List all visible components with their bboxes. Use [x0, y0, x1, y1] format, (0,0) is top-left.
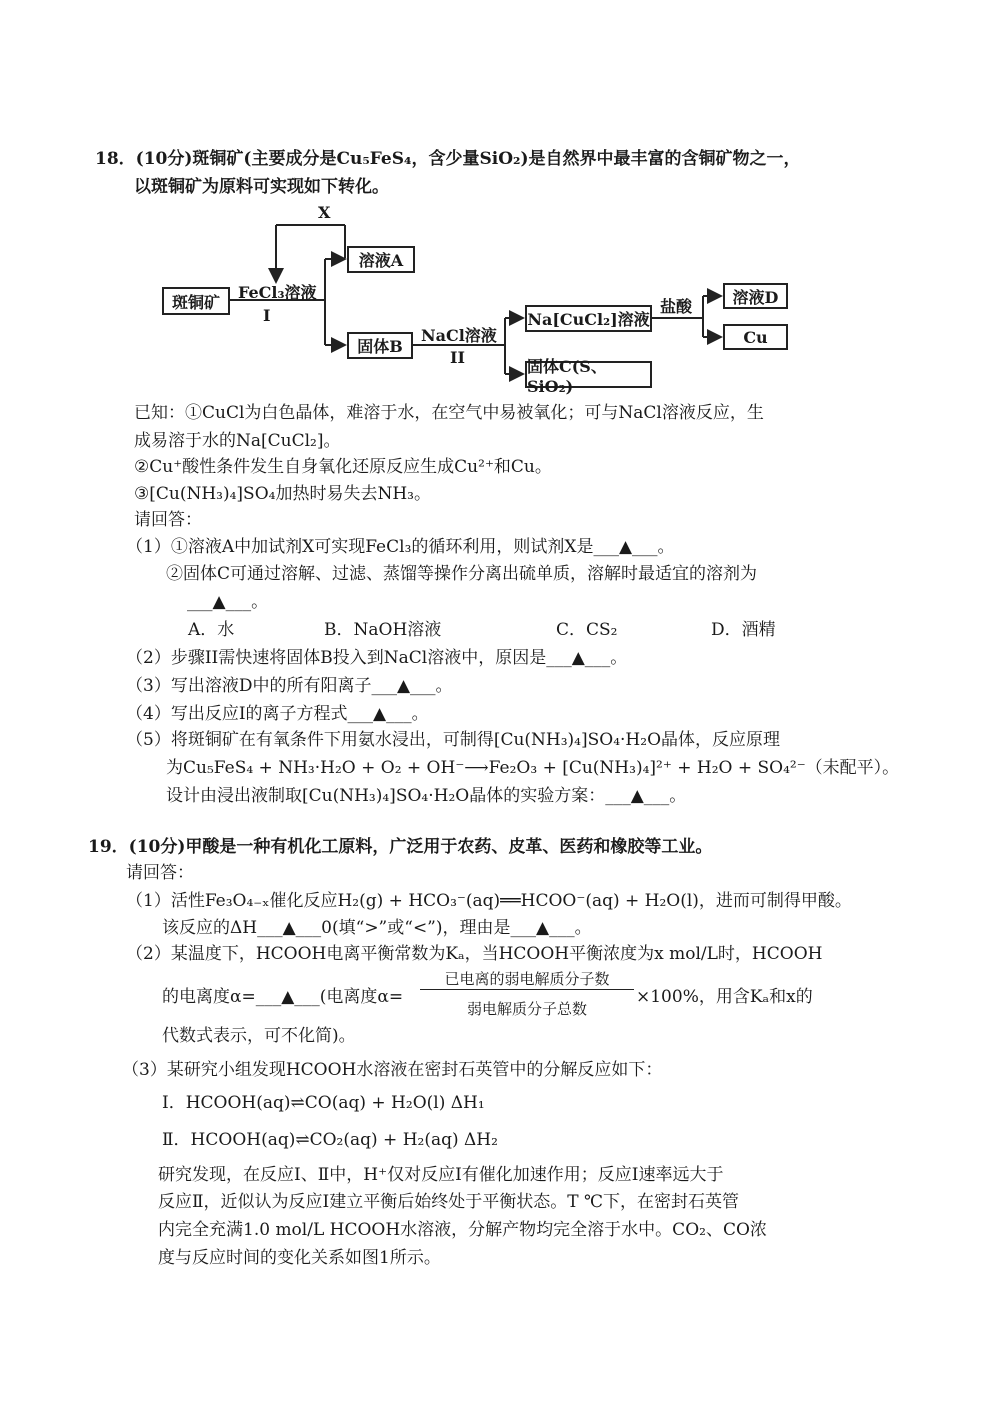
q18-part5a: （5）将斑铜矿在有氧条件下用氨水浸出，可制得[Cu(NH₃)₄]SO₄·H₂O晶体，反应原理 [126, 730, 781, 750]
q18-ask: 请回答： [134, 510, 202, 530]
q19-heading: 19．(10分)甲酸是一种有机化工原料，广泛用于农药、皮革、医药和橡胶等工业。 [88, 837, 713, 857]
q18-part2: （2）步骤II需快速将固体B投入到NaCl溶液中，原因是___▲___。 [126, 648, 628, 668]
q18-heading-line1: 18．(10分)斑铜矿(主要成分是Cu₅FeS₄，含少量SiO₂)是自然界中最丰富的含铜矿物之一， [95, 149, 801, 169]
step-ii-label: II [450, 348, 465, 367]
q19-part3b: 研究发现，在反应Ⅰ、Ⅱ中，H⁺仅对反应Ⅰ有催化加速作用；反应Ⅰ速率远大于 [158, 1165, 724, 1185]
solution-d-box: 溶液D [723, 283, 788, 309]
q18-part1c: ___▲___。 [187, 592, 269, 612]
solid-b-box: 固体B [347, 332, 413, 359]
q19-part2b-right: ×100%，用含Kₐ和x的 [636, 987, 813, 1007]
q19-part2b-left: 的电离度α=___▲___(电离度α= [162, 987, 404, 1007]
option-b: B．NaOH溶液 [324, 620, 442, 640]
known-2: ②Cu⁺酸性条件发生自身氧化还原反应生成Cu²⁺和Cu。 [134, 457, 552, 477]
q18-heading-line2: 以斑铜矿为原料可实现如下转化。 [134, 177, 389, 197]
fraction-numerator: 已电离的弱电解质分子数 [420, 968, 634, 990]
known-1b: 成易溶于水的Na[CuCl₂]。 [134, 431, 341, 451]
option-c: C．CS₂ [556, 620, 618, 640]
q19-part3c: 反应Ⅱ，近似认为反应Ⅰ建立平衡后始终处于平衡状态。T ℃下，在密封石英管 [158, 1192, 740, 1212]
q18-part4: （4）写出反应I的离子方程式___▲___。 [126, 704, 429, 724]
step-i-label: I [263, 306, 271, 325]
q18-part5b: 为Cu₅FeS₄ + NH₃·H₂O + O₂ + OH⁻⟶Fe₂O₃ + [Cu(NH₃)₄]²⁺ + H₂O + SO₄²⁻（未配平）。 [166, 758, 900, 778]
known-3: ③[Cu(NH₃)₄]SO₄加热时易失去NH₃。 [134, 484, 431, 504]
q19-part2c: 代数式表示，可不化简)。 [162, 1026, 356, 1046]
q18-part1a: （1）①溶液A中加试剂X可实现FeCl₃的循环利用，则试剂X是___▲___。 [126, 537, 675, 557]
ore-box: 斑铜矿 [162, 287, 230, 315]
option-a: A．水 [188, 620, 235, 640]
nacl-label: NaCl溶液 [421, 326, 497, 345]
fraction-denominator: 弱电解质分子总数 [466, 1000, 587, 1018]
q19-part1b: 该反应的ΔH___▲___0(填“>”或“<”)，理由是___▲___。 [162, 918, 592, 938]
q18-part1b: ②固体C可通过溶解、过滤、蒸馏等操作分离出硫单质，溶解时最适宜的溶剂为 [166, 564, 758, 584]
solid-c-box: 固体C(S、SiO₂) [525, 361, 652, 388]
q19-part3a: （3）某研究小组发现HCOOH水溶液在密封石英管中的分解反应如下： [122, 1060, 663, 1080]
fecl3-label: FeCl₃溶液 [238, 283, 317, 302]
option-d: D．酒精 [711, 620, 776, 640]
q19-part3d: 内完全充满1.0 mol/L HCOOH水溶液，分解产物均完全溶于水中。CO₂、CO浓 [158, 1220, 767, 1240]
na-cucl2-box: Na[CuCl₂]溶液 [525, 305, 652, 332]
reaction-2: Ⅱ．HCOOH(aq)⇌CO₂(aq) + H₂(aq) ΔH₂ [162, 1130, 498, 1150]
reagent-x-label: X [318, 203, 331, 222]
cu-box: Cu [723, 324, 788, 350]
known-1a: 已知：①CuCl为白色晶体，难溶于水，在空气中易被氧化；可与NaCl溶液反应，生 [134, 403, 764, 423]
q19-part1a: （1）活性Fe₃O₄₋ₓ催化反应H₂(g) + HCO₃⁻(aq)══HCOO⁻(aq) + H₂O(l)，进而可制得甲酸。 [126, 891, 852, 911]
q19-part3e: 度与反应时间的变化关系如图1所示。 [158, 1248, 441, 1268]
solution-a-box: 溶液A [347, 246, 415, 273]
q18-part5c: 设计由浸出液制取[Cu(NH₃)₄]SO₄·H₂O晶体的实验方案：___▲___。 [166, 786, 687, 806]
q19-part2a: （2）某温度下，HCOOH电离平衡常数为Kₐ，当HCOOH平衡浓度为x mol/L时，HCOOH [126, 944, 823, 964]
hcl-label: 盐酸 [660, 297, 693, 316]
q19-ask: 请回答： [126, 863, 194, 883]
q18-part3: （3）写出溶液D中的所有阳离子___▲___。 [126, 676, 453, 696]
reaction-1: Ⅰ．HCOOH(aq)⇌CO(aq) + H₂O(l) ΔH₁ [162, 1093, 485, 1113]
